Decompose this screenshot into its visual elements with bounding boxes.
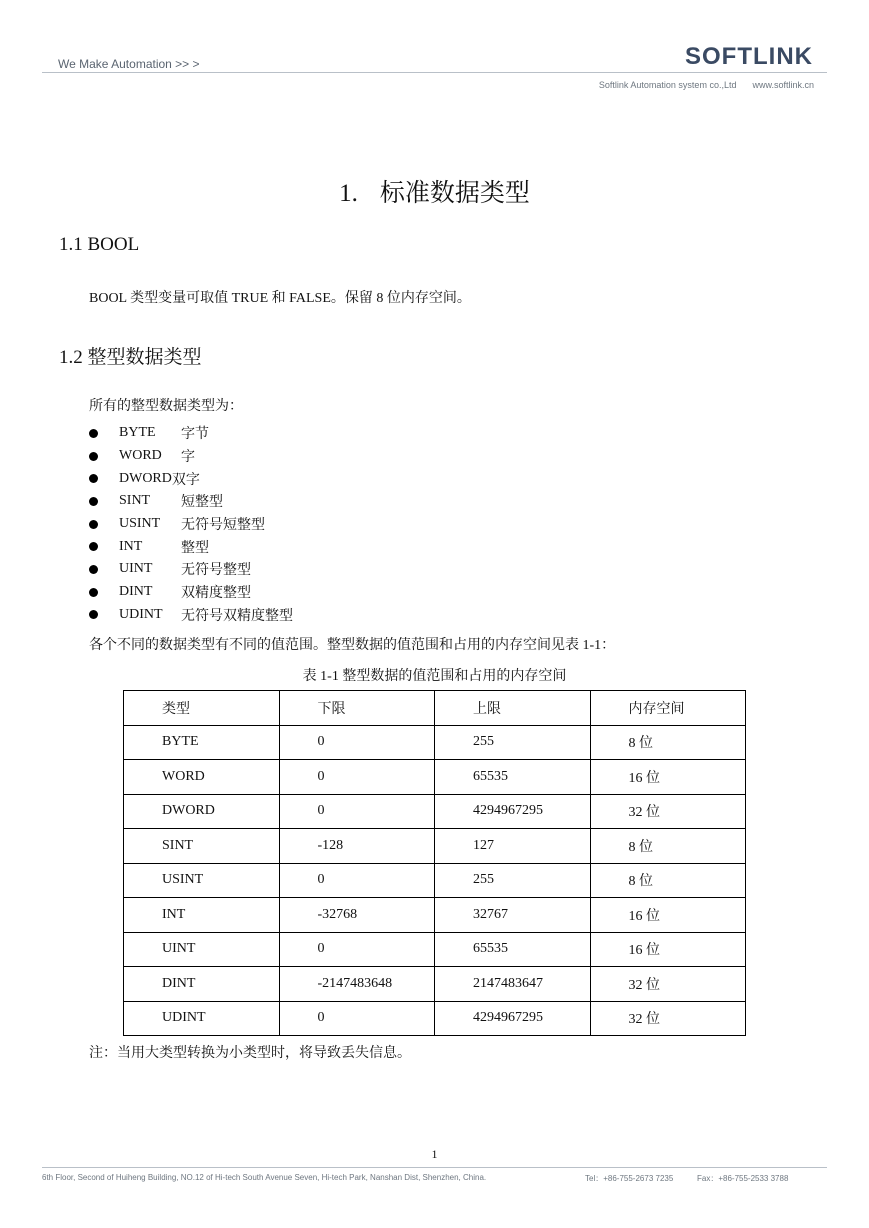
bullet-dot <box>89 610 98 619</box>
section-heading-integer: 1.2 整型数据类型 <box>59 347 202 368</box>
table-cell: 32 位 <box>590 967 746 1002</box>
list-item <box>89 445 293 468</box>
table-cell: 4294967295 <box>435 794 591 829</box>
type-desc: 无符号短整型 <box>181 518 265 534</box>
type-name: WORD <box>119 448 162 464</box>
table-row <box>124 1001 746 1036</box>
bullet-dot <box>89 588 98 597</box>
type-name: USINT <box>119 516 161 532</box>
type-name: UDINT <box>119 606 163 622</box>
list-item <box>89 490 293 513</box>
column-header: 下限 <box>279 691 435 726</box>
table-cell: UINT <box>124 932 280 967</box>
bullet-dot <box>89 452 98 461</box>
title-number: 1. <box>339 179 358 207</box>
type-name: UINT <box>119 561 153 577</box>
column-header: 类型 <box>124 691 280 726</box>
page-title <box>0 173 869 209</box>
list-item <box>89 467 293 490</box>
softlink-logo: SOFTLINK <box>685 43 813 70</box>
table-cell: INT <box>124 898 280 933</box>
bullet-dot <box>89 474 98 483</box>
bullet-dot <box>89 565 98 574</box>
table-caption: 表 1-1 整型数据的值范围和占用的内存空间 <box>302 669 567 684</box>
section-heading-bool: 1.1 BOOL <box>59 234 140 255</box>
table-cell: WORD <box>124 760 280 795</box>
table-cell: UDINT <box>124 1001 280 1036</box>
type-desc: 无符号整型 <box>181 563 251 579</box>
table-cell: 65535 <box>435 932 591 967</box>
table-cell: -128 <box>279 829 435 864</box>
list-item <box>89 422 293 445</box>
table-cell: 0 <box>279 794 435 829</box>
table-row <box>124 932 746 967</box>
type-name: SINT <box>119 493 151 509</box>
table-cell: BYTE <box>124 725 280 760</box>
table-cell: 2147483647 <box>435 967 591 1002</box>
table-row <box>124 794 746 829</box>
column-header: 内存空间 <box>590 691 746 726</box>
table-cell: 16 位 <box>590 760 746 795</box>
type-desc: 字节 <box>181 427 209 443</box>
footer-fax: Fax：+86-755-2533 3788 <box>697 1174 789 1183</box>
footer-divider <box>42 1167 827 1168</box>
header-divider <box>42 72 827 73</box>
list-item <box>89 581 293 604</box>
table-cell: 16 位 <box>590 898 746 933</box>
integer-intro: 所有的整型数据类型为： <box>89 399 243 414</box>
type-name: DWORD <box>119 470 172 486</box>
table-cell: DWORD <box>124 794 280 829</box>
table-cell: 255 <box>435 863 591 898</box>
table-cell: 8 位 <box>590 725 746 760</box>
list-item <box>89 535 293 558</box>
table-row <box>124 829 746 864</box>
table-cell: 0 <box>279 932 435 967</box>
table-cell: 0 <box>279 863 435 898</box>
table-cell: 0 <box>279 725 435 760</box>
column-header: 上限 <box>435 691 591 726</box>
table-cell: -2147483648 <box>279 967 435 1002</box>
table-cell: USINT <box>124 863 280 898</box>
integer-type-list <box>89 422 293 626</box>
bullet-dot <box>89 497 98 506</box>
title-text: 标准数据类型 <box>379 179 530 207</box>
table-cell: 8 位 <box>590 863 746 898</box>
integer-summary: 各个不同的数据类型有不同的值范围。整型数据的值范围和占用的内存空间见表 1-1： <box>89 638 616 653</box>
list-item <box>89 513 293 536</box>
table-cell: 32 位 <box>590 1001 746 1036</box>
table-cell: 65535 <box>435 760 591 795</box>
company-website: www.softlink.cn <box>752 80 814 90</box>
table-row <box>124 760 746 795</box>
table-header-row <box>124 691 746 726</box>
bullet-dot <box>89 429 98 438</box>
bool-description: BOOL 类型变量可取值 TRUE 和 FALSE。保留 8 位内存空间。 <box>89 291 471 306</box>
table-cell: 8 位 <box>590 829 746 864</box>
type-name: INT <box>119 538 143 554</box>
table-cell: 32 位 <box>590 794 746 829</box>
bullet-dot <box>89 542 98 551</box>
type-desc: 双字 <box>171 472 200 488</box>
table-row <box>124 898 746 933</box>
list-item <box>89 604 293 627</box>
type-desc: 整型 <box>181 540 209 556</box>
bullet-dot <box>89 520 98 529</box>
table-cell: -32768 <box>279 898 435 933</box>
type-name: DINT <box>119 584 153 600</box>
header-tagline: We Make Automation >> > <box>58 57 200 71</box>
type-name: BYTE <box>119 425 156 441</box>
integer-range-table <box>123 690 746 1036</box>
type-desc: 无符号双精度整型 <box>181 608 293 624</box>
table-cell: 127 <box>435 829 591 864</box>
table-cell: 0 <box>279 1001 435 1036</box>
footer-address: 6th Floor, Second of Huiheng Building, NO.12 of Hi-tech South Avenue Seven, Hi-tech Park, Nanshan Dist, Shenzhen, China. <box>42 1173 487 1182</box>
list-item <box>89 558 293 581</box>
company-name: Softlink Automation system co.,Ltd <box>598 80 737 90</box>
table-cell: 32767 <box>435 898 591 933</box>
table-cell: 4294967295 <box>435 1001 591 1036</box>
table-cell: 0 <box>279 760 435 795</box>
header-company-info <box>599 80 814 90</box>
type-desc: 短整型 <box>181 495 223 511</box>
type-desc: 双精度整型 <box>181 586 251 602</box>
table-row <box>124 725 746 760</box>
page-number: 1 <box>431 1147 438 1161</box>
table-row <box>124 863 746 898</box>
table-cell: 16 位 <box>590 932 746 967</box>
table-cell: DINT <box>124 967 280 1002</box>
footer-tel: Tel：+86-755-2673 7235 <box>585 1174 674 1183</box>
conversion-note: 注：当用大类型转换为小类型时，将导致丢失信息。 <box>89 1046 411 1061</box>
table-cell: 255 <box>435 725 591 760</box>
table-row <box>124 967 746 1002</box>
type-desc: 字 <box>181 450 195 466</box>
table-cell: SINT <box>124 829 280 864</box>
